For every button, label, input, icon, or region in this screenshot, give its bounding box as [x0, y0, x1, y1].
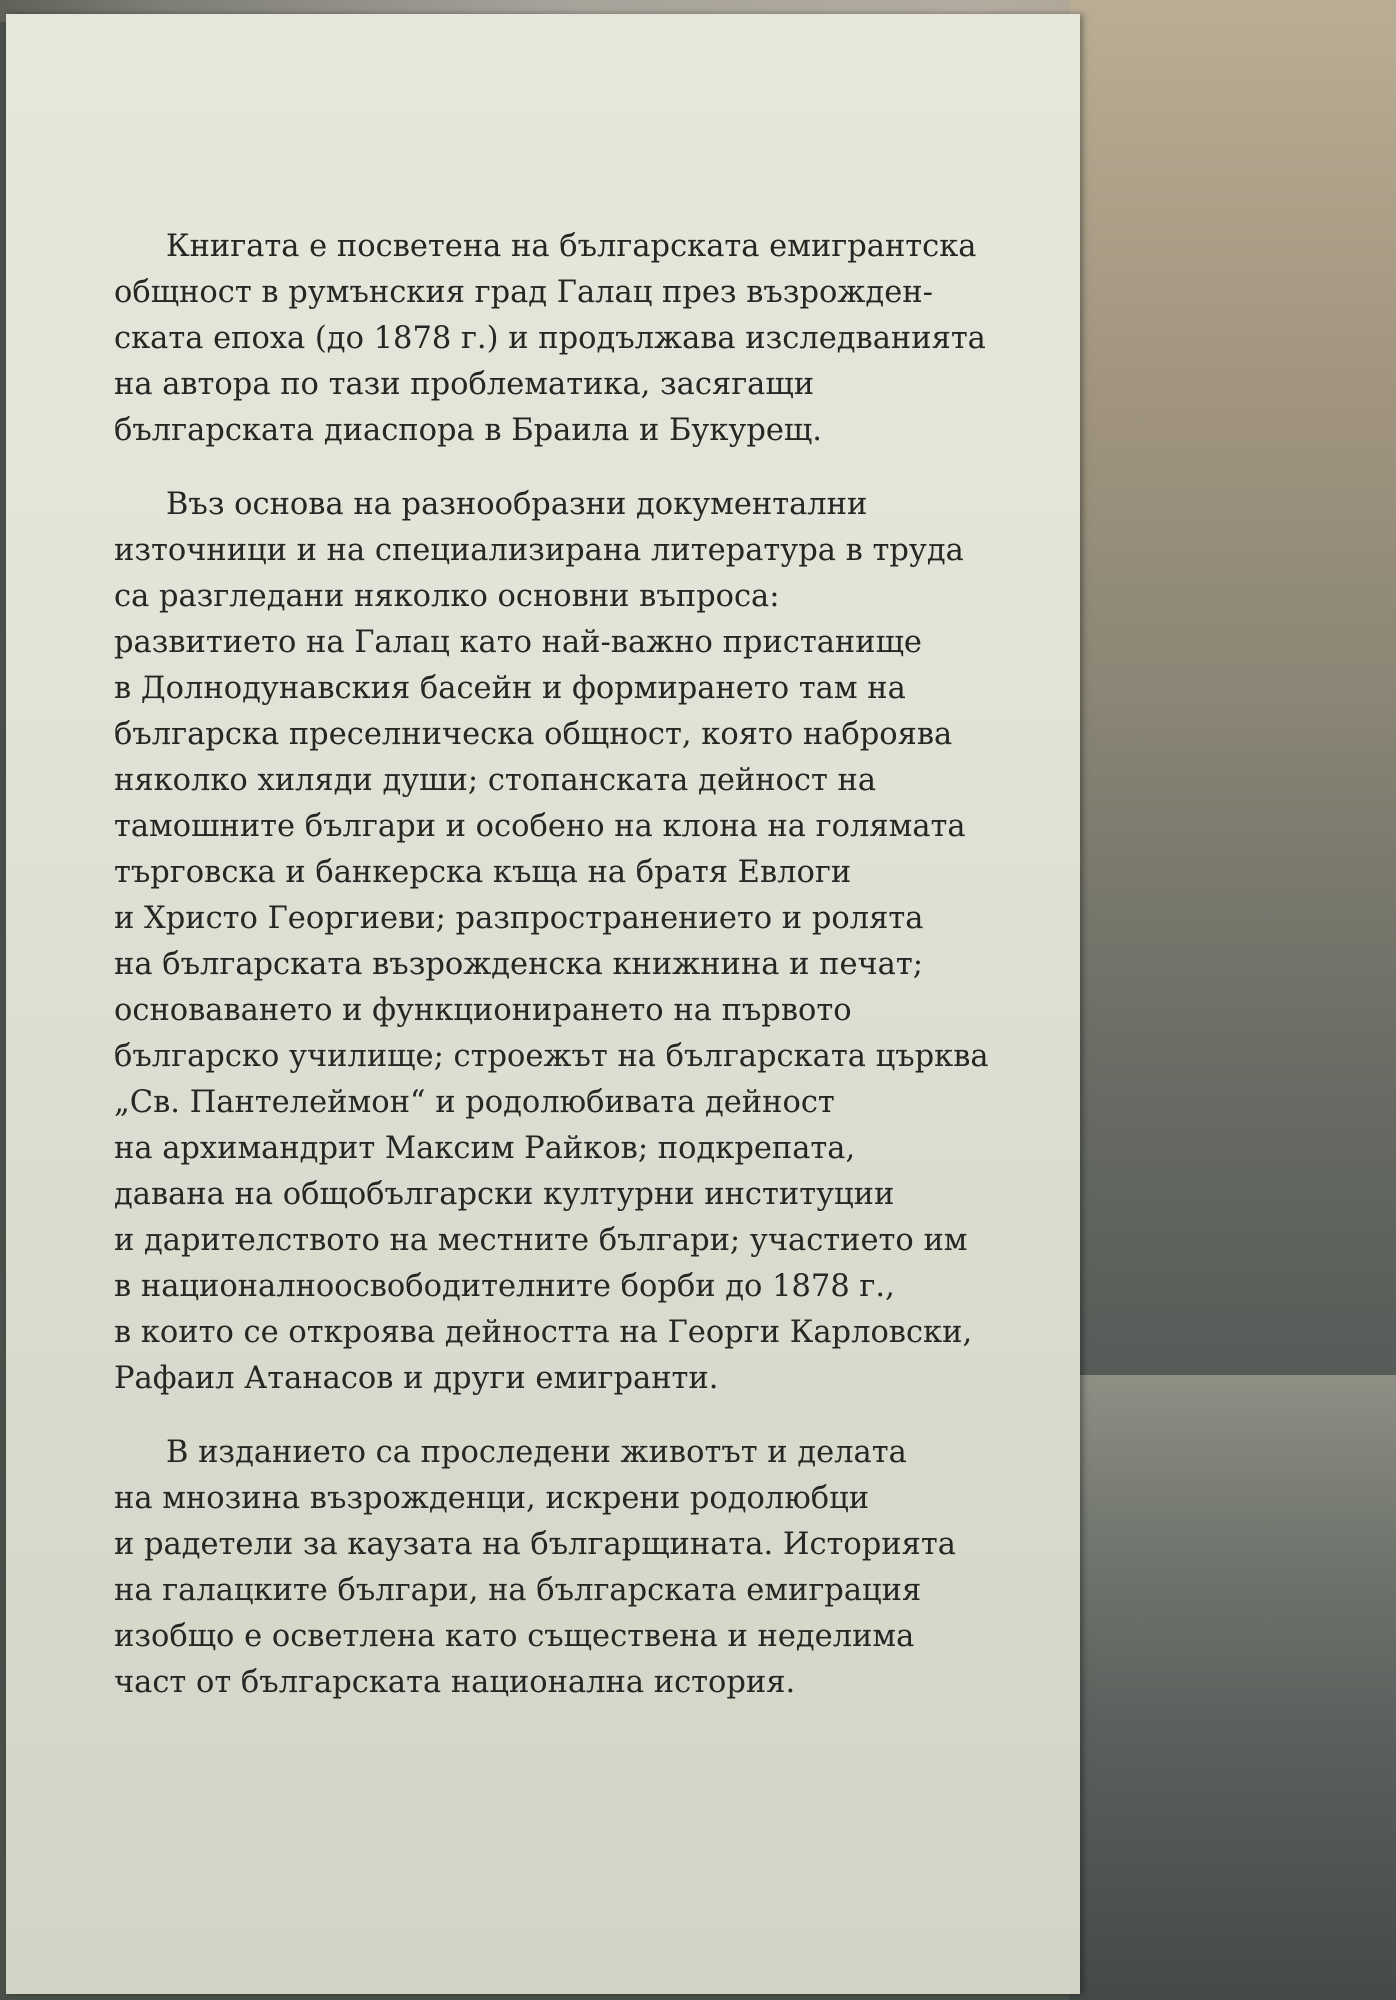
paragraph-1 — [114, 224, 1074, 454]
text-line: на автора по тази проблематика, засягащи — [114, 367, 815, 402]
text-line: давана на общобългарски културни институции — [114, 1177, 895, 1212]
text-line: търговска и банкерска къща на братя Евлоги — [114, 855, 852, 890]
paragraph-2 — [114, 482, 1074, 1402]
text-line: българско училище; строежът на българската църква — [114, 1039, 989, 1074]
text-line: част от българската национална история. — [114, 1665, 796, 1700]
text-line: няколко хиляди души; стопанската дейност на — [114, 763, 877, 798]
text-line: общност в румънския град Галац през възрожден- — [114, 275, 933, 310]
text-line: Рафаил Атанасов и други емигранти. — [114, 1361, 719, 1396]
text-line: източници и на специализирана литература в труда — [114, 533, 964, 568]
annotation-text — [114, 224, 1074, 1734]
text-line: българската диаспора в Браила и Букурещ. — [114, 413, 822, 448]
text-line: на архимандрит Максим Райков; подкрепата, — [114, 1131, 856, 1166]
text-line: на мнозина възрожденци, искрени родолюбци — [114, 1481, 870, 1516]
text-line: В изданието са проследени животът и делата — [166, 1435, 907, 1470]
text-line: са разгледани няколко основни въпроса: — [114, 579, 780, 614]
background-cover-right-lower — [1080, 1375, 1396, 2000]
text-line: Въз основа на разнообразни документални — [166, 487, 868, 522]
text-line: изобщо е осветлена като съществена и неделима — [114, 1619, 915, 1654]
text-line: на българската възрожденска книжнина и печат; — [114, 947, 923, 982]
text-line: и радетели за каузата на българщината. Историята — [114, 1527, 956, 1562]
text-line: и Христо Георгиеви; разпространението и ролята — [114, 901, 924, 936]
text-line: „Св. Пантелеймон“ и родолюбивата дейност — [114, 1085, 835, 1120]
text-line: основаването и функционирането на първото — [114, 993, 852, 1028]
text-line: в националноосвободителните борби до 1878 г., — [114, 1269, 895, 1304]
text-line: тамошните българи и особено на клона на голямата — [114, 809, 966, 844]
text-line: българска преселническа общност, която наброява — [114, 717, 953, 752]
text-line: Книгата е посветена на българската емигрантска — [166, 229, 977, 264]
paragraph-3 — [114, 1430, 1074, 1706]
text-line: ската епоха (до 1878 г.) и продължава изследванията — [114, 321, 986, 356]
text-line: и дарителството на местните българи; участието им — [114, 1223, 968, 1258]
text-line: развитието на Галац като най-важно пристанище — [114, 625, 922, 660]
text-line: в които се откроява дейността на Георги Карловски, — [114, 1315, 973, 1350]
text-line: в Долнодунавския басейн и формирането там на — [114, 671, 906, 706]
text-line: на галацките българи, на българската емиграция — [114, 1573, 922, 1608]
book-back-cover-page — [6, 14, 1080, 1994]
